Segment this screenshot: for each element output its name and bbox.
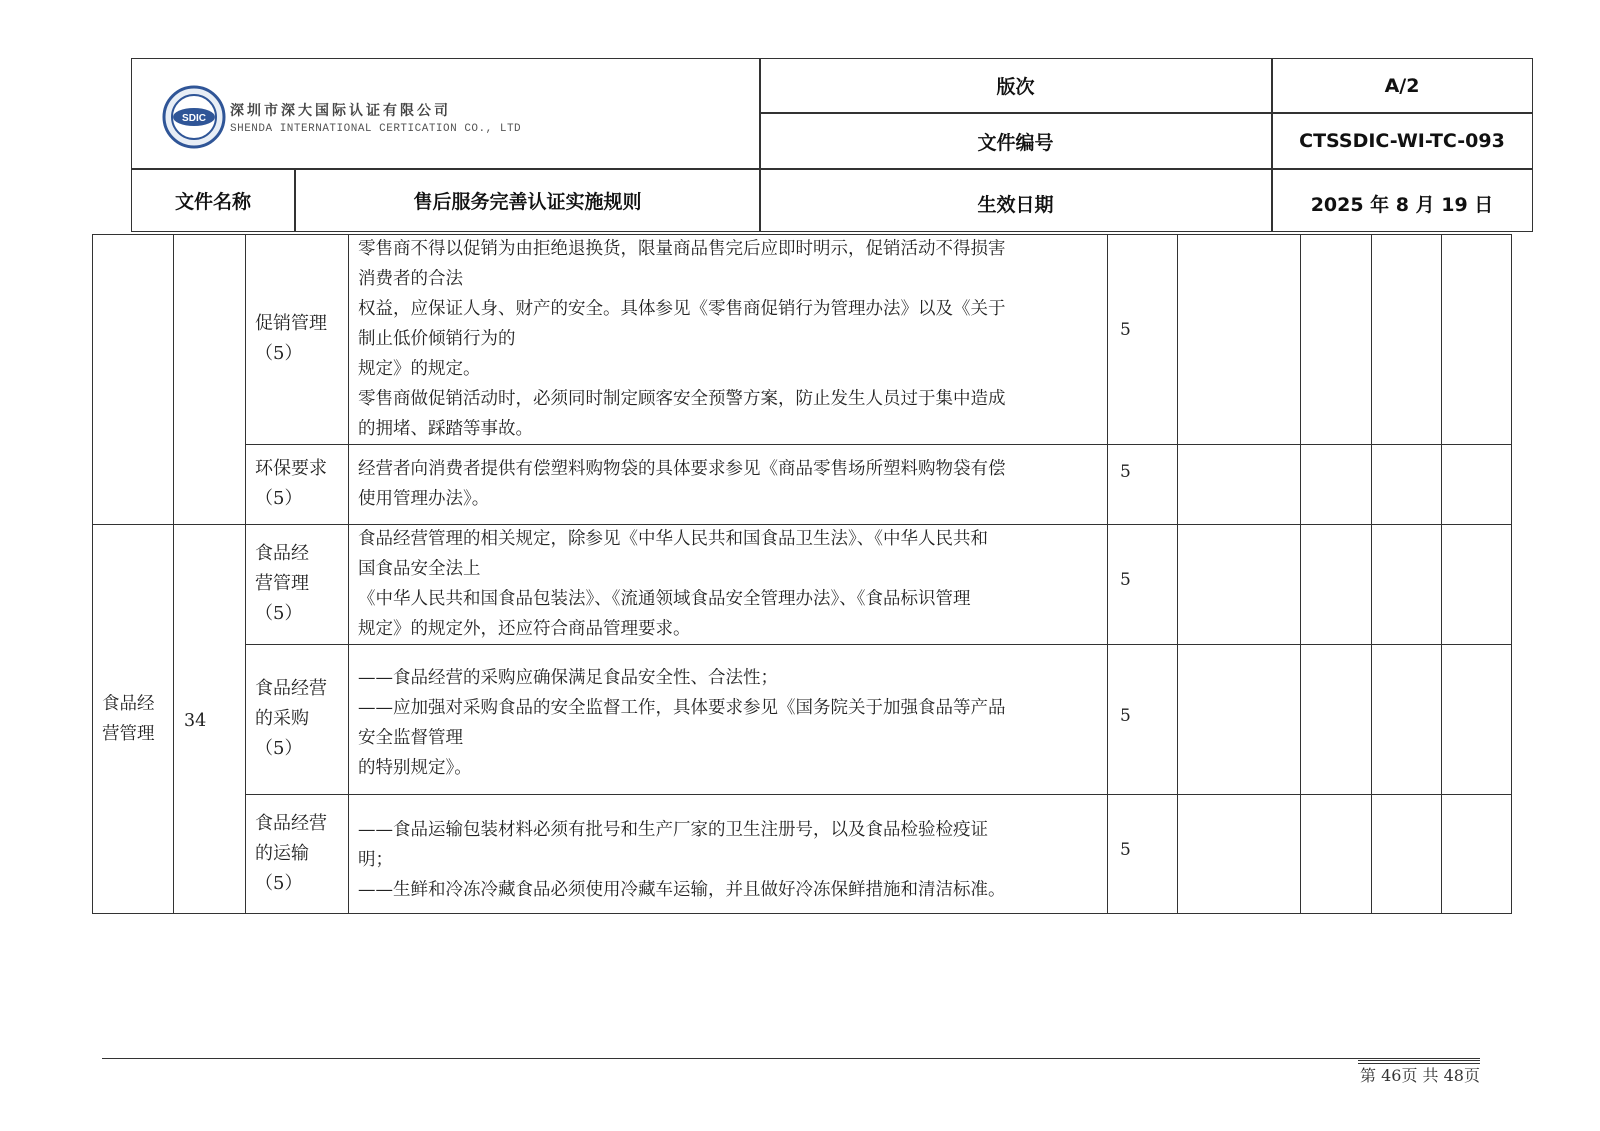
subitem-food-management: 食品经 营管理 （5）	[255, 543, 309, 624]
doc-name-label: 文件名称	[174, 191, 251, 213]
company-logo	[162, 85, 521, 149]
company-name-en: SHENDA INTERNATIONAL CERTICATION CO., LTD	[230, 122, 522, 135]
score-environment: 5	[1120, 462, 1131, 482]
subitem-food-purchase: 食品经营 的采购 （5）	[255, 678, 327, 759]
page-number: 第 46页 共 48页	[1360, 1066, 1480, 1085]
content-food-purchase: ——食品经营的采购应确保满足食品安全性、合法性； ——应加强对采购食品的安全监督工作，具体要求参见《国务院关于加强食品等产品 安全监督管理 的特别规定》。	[358, 668, 1006, 778]
content-food-management: 食品经营管理的相关规定，除参见《中华人民共和国食品卫生法》、《中华人民共和 国食品安全法上 《中华人民共和国食品包装法》、《流通领域食品安全管理办法》、《食品标识管理 规定》的规定外，还应符合商品管理要求。	[358, 529, 988, 639]
subitem-environment: 环保要求 （5）	[255, 458, 327, 509]
edition-value: A/2	[1384, 74, 1420, 97]
effective-date-label: 生效日期	[977, 194, 1054, 216]
doc-number-value: CTSSDIC-WI-TC-093	[1299, 130, 1505, 152]
doc-number-label: 文件编号	[977, 131, 1054, 154]
category-food-score: 34	[184, 711, 207, 731]
document-header	[131, 58, 1533, 232]
score-food-purchase: 5	[1120, 706, 1131, 726]
content-environment: 经营者向消费者提供有偿塑料购物袋的具体要求参见《商品零售场所塑料购物袋有偿 使用管理办法》。	[358, 459, 1006, 509]
svg-text:SDIC: SDIC	[182, 113, 206, 124]
content-food-transport: ——食品运输包装材料必须有批号和生产厂家的卫生注册号，以及食品检验检疫证 明； ——生鲜和冷冻冷藏食品必须使用冷藏车运输，并且做好冷冻保鲜措施和清洁标准。	[358, 820, 1006, 900]
effective-date-value: 2025 年 8 月 19 日	[1310, 194, 1494, 216]
score-food-management: 5	[1120, 570, 1131, 590]
subitem-promotion: 促销管理 （5）	[255, 313, 327, 364]
rules-table	[92, 234, 1512, 914]
score-promotion: 5	[1120, 320, 1131, 340]
category-food: 食品经 营管理	[102, 694, 155, 744]
footer-rule	[102, 1058, 1480, 1059]
subitem-food-transport: 食品经营 的运输 （5）	[255, 813, 327, 894]
content-promotion: 零售商不得以促销为由拒绝退换货，限量商品售完后应即时明示，促销活动不得损害 消费者的合法 权益，应保证人身、财产的安全。具体参见《零售商促销行为管理办法》以及《关于 制止低价倾销行为的 规定》的规定。 零售商做促销活动时，必须同时制定顾客安全预警方案，防止发生人员过于集中造成 的拥堵、踩踏等事故。	[358, 239, 1006, 439]
edition-label: 版次	[996, 76, 1035, 98]
company-name-cn: 深圳市深大国际认证有限公司	[230, 102, 451, 119]
doc-name-value: 售后服务完善认证实施规则	[413, 191, 642, 213]
score-food-transport: 5	[1120, 840, 1131, 860]
sdic-seal-icon	[162, 85, 226, 149]
